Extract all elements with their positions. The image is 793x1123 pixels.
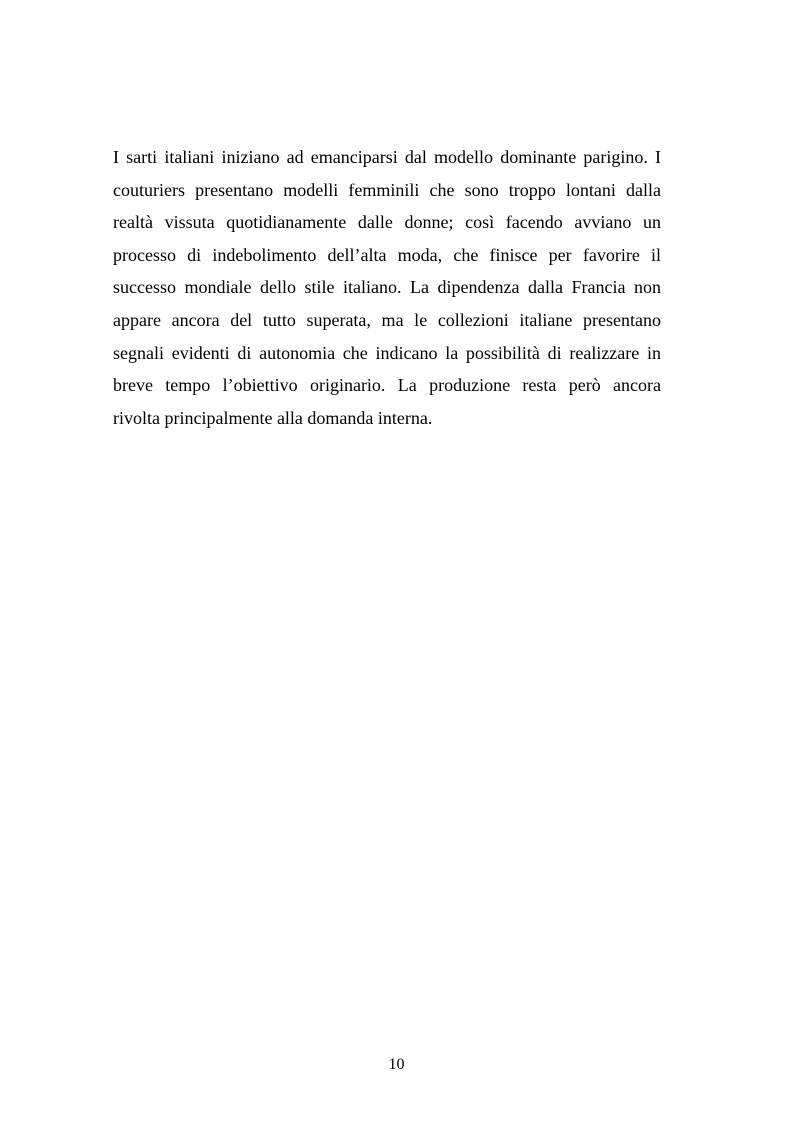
paragraph-line-5: successo mondiale dello stile italiano. La dipendenza dalla Francia non [113, 277, 661, 298]
paragraph-line-8: breve tempo l’obiettivo originario. La produzione resta però ancora [113, 375, 661, 396]
paragraph-line-3: realtà vissuta quotidianamente dalle donne; così facendo avviano un [113, 212, 661, 233]
paragraph-line-2: couturiers presentano modelli femminili che sono troppo lontani dalla [113, 179, 661, 200]
paragraph-line-9: rivolta principalmente alla domanda interna. [113, 407, 433, 428]
paragraph-line-6: appare ancora del tutto superata, ma le collezioni italiane presentano [113, 309, 661, 330]
body-paragraph [113, 141, 661, 434]
page-number: 10 [388, 1056, 405, 1073]
paragraph-line-4: processo di indebolimento dell’alta moda, che finisce per favorire il [113, 244, 661, 265]
paragraph-line-1: I sarti italiani iniziano ad emanciparsi dal modello dominante parigino. I [113, 147, 661, 167]
paragraph-line-7: segnali evidenti di autonomia che indicano la possibilità di realizzare in [113, 342, 661, 363]
